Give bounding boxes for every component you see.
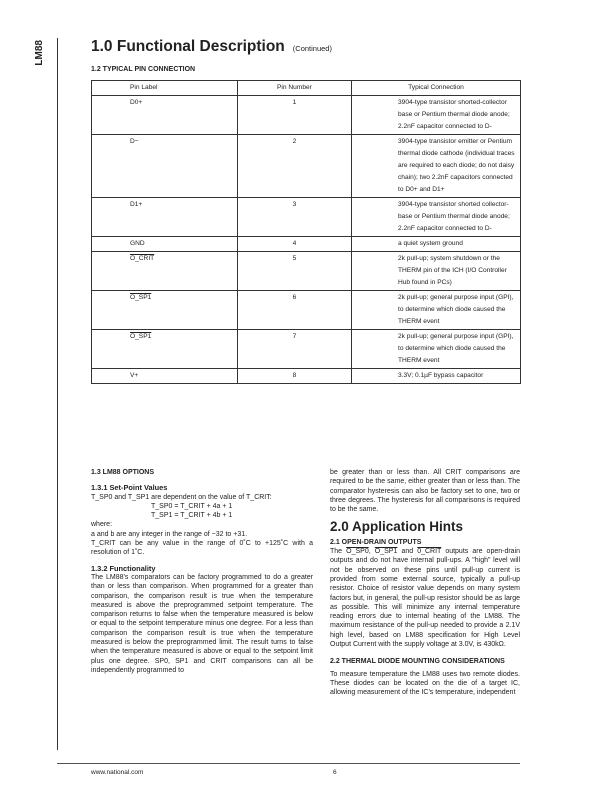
page-number: 6 <box>333 769 337 776</box>
section-heading-1-3-1: 1.3.1 Set-Point Values <box>91 483 168 493</box>
typical-connection <box>352 237 521 252</box>
paragraph: a and b are any integer in the range of −32 to +31. <box>91 530 248 538</box>
typical-connection <box>352 291 521 330</box>
equation: T_SP1 = T_CRIT + 4b + 1 <box>151 512 233 520</box>
pin-label <box>92 198 238 237</box>
table-row <box>92 369 521 384</box>
section-heading-2-2: 2.2 THERMAL DIODE MOUNTING CONSIDERATIONS <box>330 658 505 666</box>
connection-text: 2k pull-up; system shutdown or the THERM pin of the ICH (I/O Controller Hub found in PCs) <box>398 255 507 286</box>
typical-connection <box>352 252 521 291</box>
connection-text: a quiet system ground <box>398 240 463 247</box>
margin-rule <box>57 38 58 750</box>
pin-number: 6 <box>237 291 351 330</box>
text: and <box>401 548 414 556</box>
pin-number: 4 <box>237 237 351 252</box>
pin-number: 2 <box>237 135 351 198</box>
paragraph: To measure temperature the LM88 uses two remote diodes. These diodes can be located on the die of a target IC, allowing measurement of the IC's temperature, independent <box>330 670 520 697</box>
connection-text: 2k pull-up; general purpose input (GPI), to determine which diode caused the THERM event <box>398 294 514 325</box>
table-row <box>92 330 521 369</box>
paragraph: where: <box>91 521 113 529</box>
connection-text: 3.3V; 0.1µF bypass capacitor <box>398 372 484 379</box>
pin-label-text: D1+ <box>130 201 143 208</box>
pin-number: 8 <box>237 369 351 384</box>
pin-label <box>92 237 238 252</box>
table-header-row <box>92 81 521 96</box>
pin-label-text: D− <box>130 138 139 145</box>
pin-label <box>92 135 238 198</box>
pin-label-text: O_SP1 <box>130 333 152 340</box>
pin-label <box>92 252 238 291</box>
paragraph: The O_SP0, O_SP1 and 0_CRIT outputs are open-drain outputs and do not have internal pull-ups. A "high" level will not be observed on these pins until pull-up current is provided from some external source, typically a pull-up resistor. Choice of resistor value depends on many system factors but, in general, the pull-up resistor should be as large as possible. This will minimize any internal temperature reading errors due to internal heating of the LM88. The maximum resistance of the pull-up needed to provide a 2.1V high level, based on LM88 specification for High Level Output Current with the supply voltage at 3.0V, is 430kΩ. <box>330 548 521 649</box>
pin-number: 1 <box>237 96 351 135</box>
col-header: Pin Label <box>92 81 238 96</box>
pin-number: 5 <box>237 252 351 291</box>
paragraph: be greater than or less than. All CRIT comparisons are required to be the same, either greater than or less than. The comparator hysteresis can also be factory set to one, two or three degrees. The hysteresis for all comparisons is required to be the same. <box>330 469 520 514</box>
table-row <box>92 237 521 252</box>
pin-label-text: D0+ <box>130 99 143 106</box>
pin-label <box>92 369 238 384</box>
signal-name: 0_CRIT <box>417 548 442 556</box>
table-row <box>92 135 521 198</box>
section-heading-1-2: 1.2 TYPICAL PIN CONNECTION <box>91 66 196 73</box>
text: outputs are open-drain outputs and do not have internal pull-ups. A "high" level will not be observed on these pins until pull-up current is provided from some external source, typically a pull-up resistor. Choice of resistor value depends on many system factors but, in general, the pull-up resistor should be as large as possible. This will minimize any internal temperature reading errors due to internal heating of the LM88. The maximum resistance of the pull-up needed to provide a 2.1V high level, based on LM88 specification for High Level Output Current with the supply voltage at 3.0V, is 430kΩ. <box>330 548 521 649</box>
pin-connection-table <box>91 80 521 384</box>
col-header: Typical Connection <box>352 81 521 96</box>
table-row <box>92 198 521 237</box>
signal-name: O_SP0 <box>346 548 369 556</box>
table-row <box>92 291 521 330</box>
connection-text: 2k pull-up; general purpose input (GPI), to determine which diode caused the THERM event <box>398 333 514 364</box>
pin-label <box>92 96 238 135</box>
signal-name: O_SP1 <box>374 548 398 556</box>
pin-label-text: O_SP1 <box>130 294 152 301</box>
side-label: LM88 <box>34 40 45 66</box>
typical-connection <box>352 96 521 135</box>
left-column <box>91 468 313 675</box>
right-column <box>330 468 520 698</box>
pin-label-text: V+ <box>130 372 139 379</box>
typical-connection <box>352 135 521 198</box>
title-suffix: (Continued) <box>292 44 332 53</box>
section-heading-1-3-2: 1.3.2 Functionality <box>91 563 156 573</box>
title-text: 1.0 Functional Description <box>91 38 285 55</box>
pin-number: 3 <box>237 198 351 237</box>
paragraph: T_SP0 and T_SP1 are dependent on the value of T_CRIT: <box>91 493 272 501</box>
page-title <box>91 38 332 56</box>
typical-connection <box>352 198 521 237</box>
pin-label <box>92 291 238 330</box>
connection-text: 3904-type transistor shorted collector-base or Pentium thermal diode anode; 2.2nF capacitor connected to D- <box>398 201 510 232</box>
footer-link[interactable]: www.national.com <box>91 769 144 776</box>
footer <box>57 763 520 776</box>
typical-connection <box>352 330 521 369</box>
col-header: Pin Number <box>237 81 351 96</box>
connection-text: 3904-type transistor emitter or Pentium thermal diode cathode (individual traces are required to each diode; do not daisy chain); two 2.2nF capacitors connected to D0+ and D1+ <box>398 138 515 193</box>
paragraph: The LM88's comparators can be factory programmed to do a greater than or less than comparison. When programmed for a greater than comparison, the comparison result is true when the temperature measured is above the preprogrammed setpoint temperature. The comparison returns to false when the temperature measured is below or equal to the setpoint temperature minus one degree. For a less than comparison the comparison result is true when the temperature measured is below the preprogrammed limit. The result turns to false when the temperature measured is above or equal to the setpoint limit plus one degree. SP0, SP1 and CRIT comparisons can all be independently programmed to <box>91 573 313 674</box>
connection-text: 3904-type transistor shorted-collector base or Pentium thermal diode anode; 2.2nF capacitor connected to D- <box>398 99 510 130</box>
paragraph: T_CRIT can be any value in the range of 0˚C to +125˚C with a resolution of 1˚C. <box>91 540 313 557</box>
section-heading-2-1: 2.1 OPEN-DRAIN OUTPUTS <box>330 538 422 546</box>
section-heading-2-0: 2.0 Application Hints <box>330 519 464 535</box>
table-row <box>92 252 521 291</box>
typical-connection <box>352 369 521 384</box>
pin-number: 7 <box>237 330 351 369</box>
pin-label-text: O_CRIT <box>130 255 155 262</box>
table-row <box>92 96 521 135</box>
section-heading-1-3: 1.3 LM88 OPTIONS <box>91 469 155 476</box>
pin-label <box>92 330 238 369</box>
equation: T_SP0 = T_CRIT + 4a + 1 <box>151 502 233 510</box>
text: The <box>330 548 343 556</box>
pin-label-text: GND <box>130 240 145 247</box>
